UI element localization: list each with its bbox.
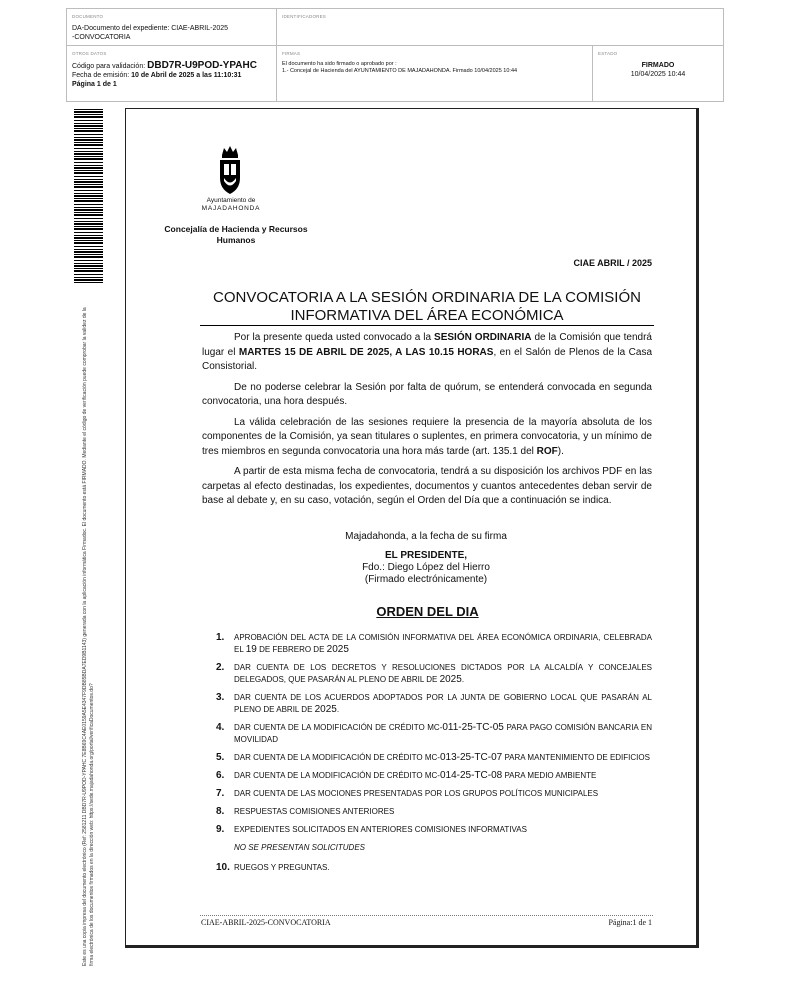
agenda-item: [216, 692, 652, 716]
agenda-item-em: 013-25-TC-07: [439, 752, 503, 763]
title-underline: [200, 325, 654, 326]
firmas-label: FIRMAS: [282, 51, 301, 56]
department-name: [160, 224, 312, 246]
department-line2: Humanos: [216, 235, 256, 245]
estado-cell: [593, 46, 723, 101]
signature-place: Majadahonda, a la fecha de su firma: [345, 531, 507, 542]
logo-line1: Ayuntamiento de: [206, 197, 256, 204]
signature-metadata-box: [66, 8, 724, 102]
estado-label: ESTADO: [598, 51, 618, 56]
agenda-item-number: 5.: [216, 752, 225, 763]
p1-text-c: de la Comisión que tendrá lugar el: [202, 332, 652, 358]
signature-name: Fdo.: Diego López del Hierro: [362, 562, 490, 573]
firmas-cell: [277, 46, 593, 101]
signature-role: EL PRESIDENTE,: [384, 550, 468, 561]
agenda-item-text: DAR CUENTA DE LA MODIFICACIÓN DE CRÉDITO MC-: [234, 723, 443, 732]
fecha-prefix: Fecha de emisión:: [72, 72, 130, 79]
agenda-item-number: 6.: [216, 770, 225, 781]
paragraph-4: A partir de esta misma fecha de convocatoria, tendrá a su disposición los archivos PDF en las carpetas al efecto destinadas, los expedientes, documentos y cuantos antecedentes deban servir de base al debate y, en su caso, votación, según el Orden del Día que a continuación se indica.: [202, 466, 652, 506]
agenda-item: [216, 770, 652, 782]
p3-rof: ROF: [536, 445, 558, 457]
documento-line2: -CONVOCATORIA: [72, 34, 131, 41]
agenda-list: [216, 632, 652, 880]
documento-label: DOCUMENTO: [72, 14, 104, 19]
agenda-item-text: EXPEDIENTES SOLICITADOS EN ANTERIORES COMISIONES INFORMATIVAS: [234, 825, 527, 834]
verification-side-text: Este es una copia impresa del documento electrónico (Ref: 2581211 DBD7R-U9POD-YPAHC 7E8B69C4AE0159A5E4347F9DB85BDA7ED9B1143) generada con la aplicación informática Firmadoc. El documento está FIRMADO. Mediante el código de verificación puede comprobar la validez de la firma electrónica de los documentos firmados en la dirección web: https://sede.majadahonda.org/portal/verificaDocumentos.do?: [82, 307, 95, 966]
agenda-item-text: DAR CUENTA DE LA MODIFICACIÓN DE CRÉDITO MC-: [234, 753, 440, 762]
identificadores-cell: [277, 9, 723, 46]
agenda-item-text2: DE FEBRERO DE: [256, 645, 327, 654]
agenda-item-text2: PARA MANTENIMIENTO DE EDIFICIOS: [502, 753, 650, 762]
p1-session-datetime: MARTES 15 DE ABRIL DE 2025, A LAS 10.15 HORAS: [238, 346, 494, 358]
status-date: 10/04/2025 10:44: [630, 71, 686, 78]
barcode-image: [74, 107, 103, 283]
agenda-item-number: 10.: [216, 862, 230, 873]
agenda-item-text2: .: [461, 675, 465, 684]
otros-datos-label: OTROS DATOS: [72, 51, 107, 56]
agenda-item-number: 2.: [216, 662, 225, 673]
firmas-line2: 1.- Concejal de Hacienda del AYUNTAMIENTO DE MAJADAHONDA. Firmado 10/04/2025 10:44: [282, 68, 518, 74]
convocation-body: [202, 331, 652, 515]
agenda-item-text: RUEGOS Y PREGUNTAS.: [234, 863, 330, 872]
agenda-item-text2: PARA MEDIO AMBIENTE: [502, 771, 597, 780]
agenda-item-text: DAR CUENTA DE LOS ACUERDOS ADOPTADOS POR LA JUNTA DE GOBIERNO LOCAL QUE PASARÁN AL PLENO DE ABRIL DE: [234, 693, 652, 714]
signature-block: [300, 531, 552, 586]
agenda-title: ORDEN DEL DIA: [376, 604, 479, 619]
p1-text-a: Por la presente queda usted convocado a la: [234, 332, 435, 343]
agenda-item: [216, 862, 652, 874]
agenda-item-number: 8.: [216, 806, 225, 817]
signature-note: (Firmado electrónicamente): [364, 574, 488, 585]
agenda-item-em: 014-25-TC-08: [439, 770, 503, 781]
agenda-item-number: 1.: [216, 632, 225, 643]
agenda-item: [216, 806, 652, 818]
emission-date: 10 de Abril de 2025 a las 11:10:31: [131, 72, 242, 79]
agenda-item-em: 19: [245, 644, 257, 655]
p1-session-type: SESIÓN ORDINARIA: [434, 332, 532, 343]
identificadores-label: IDENTIFICADORES: [282, 14, 327, 19]
codigo-prefix: Código para validación:: [72, 63, 146, 70]
documento-line1: DA-Documento del expediente: CIAE-ABRIL-2025: [72, 25, 229, 32]
logo-line2: MAJADAHONDA: [201, 205, 261, 212]
p1-text-e: , en el Salón de Plenos de la Casa Consistorial.: [202, 346, 653, 372]
p3-text-a: La válida celebración de las sesiones requiere la presencia de la mayoría absoluta de los componentes de la Comisión, ya sean titulares o suplentes, en primera convocatoria, y un mínimo de tres miembros en segunda convocatoria una hora más tarde (art. 135.1 del: [202, 416, 652, 457]
document-reference: CIAE ABRIL / 2025: [573, 258, 652, 268]
status-badge: FIRMADO: [641, 62, 675, 69]
municipality-logo-text: [190, 197, 272, 213]
footer-document-id: CIAE-ABRIL-2025-CONVOCATORIA: [201, 918, 331, 927]
footer-rule: [200, 915, 653, 916]
agenda-item-text: APROBACIÓN DEL ACTA DE LA COMISIÓN INFORMATIVA DEL ÁREA ECONÓMICA ORDINARIA, CELEBRADA EL: [234, 633, 652, 654]
agenda-item-em: 2025: [314, 704, 337, 715]
footer-page-number: Página:1 de 1: [608, 918, 652, 927]
title-line2: INFORMATIVA DEL ÁREA ECONÓMICA: [290, 307, 564, 324]
agenda-item-number: 9.: [216, 824, 225, 835]
document-title: [200, 289, 654, 325]
agenda-item-em: 011-25-TC-05: [442, 722, 504, 733]
agenda-item-text2: PARA PAGO COMISIÓN BANCARIA EN MOVILIDAD: [234, 723, 652, 744]
agenda-item-number: 4.: [216, 722, 225, 733]
department-line1: Concejalía de Hacienda y Recursos: [164, 224, 308, 234]
paragraph-1: [202, 331, 652, 375]
agenda-item-em2: 2025: [326, 644, 349, 655]
agenda-item-text: DAR CUENTA DE LA MODIFICACIÓN DE CRÉDITO MC-: [234, 771, 440, 780]
agenda-item-text2: .: [336, 705, 340, 714]
agenda-item-number: 7.: [216, 788, 225, 799]
agenda-item: [216, 632, 652, 656]
agenda-item-text: DAR CUENTA DE LAS MOCIONES PRESENTADAS POR LOS GRUPOS POLÍTICOS MUNICIPALES: [234, 789, 599, 798]
coat-of-arms-icon: [215, 145, 245, 197]
agenda-item-number: 3.: [216, 692, 225, 703]
agenda-item-em: 2025: [439, 674, 462, 685]
agenda-item: [216, 752, 652, 764]
paragraph-3: [202, 416, 652, 460]
validation-code[interactable]: DBD7R-U9POD-YPAHC: [147, 60, 257, 71]
page-count: Página 1 de 1: [72, 81, 117, 88]
agenda-item-9-note: NO SE PRESENTAN SOLICITUDES: [234, 843, 365, 852]
agenda-item: [216, 662, 652, 686]
firmas-line1: El documento ha sido firmado o aprobado por :: [282, 61, 397, 67]
title-line1: CONVOCATORIA A LA SESIÓN ORDINARIA DE LA COMISIÓN: [213, 289, 641, 306]
agenda-item: [216, 824, 652, 836]
agenda-item-text: RESPUESTAS COMISIONES ANTERIORES: [234, 807, 395, 816]
p3-text-c: ).: [557, 445, 564, 457]
agenda-item-text: DAR CUENTA DE LOS DECRETOS Y RESOLUCIONES DICTADOS POR LA ALCALDÍA Y CONCEJALES DELEGADOS, QUE PASARÁN AL PLENO DE ABRIL DE: [234, 663, 652, 684]
paragraph-2: De no poderse celebrar la Sesión por falta de quórum, se entenderá convocada en segunda convocatoria, una hora después.: [202, 381, 652, 407]
agenda-item: [216, 788, 652, 800]
otros-datos-cell: [67, 46, 277, 101]
documento-cell: [67, 9, 277, 46]
agenda-item: [216, 722, 652, 746]
